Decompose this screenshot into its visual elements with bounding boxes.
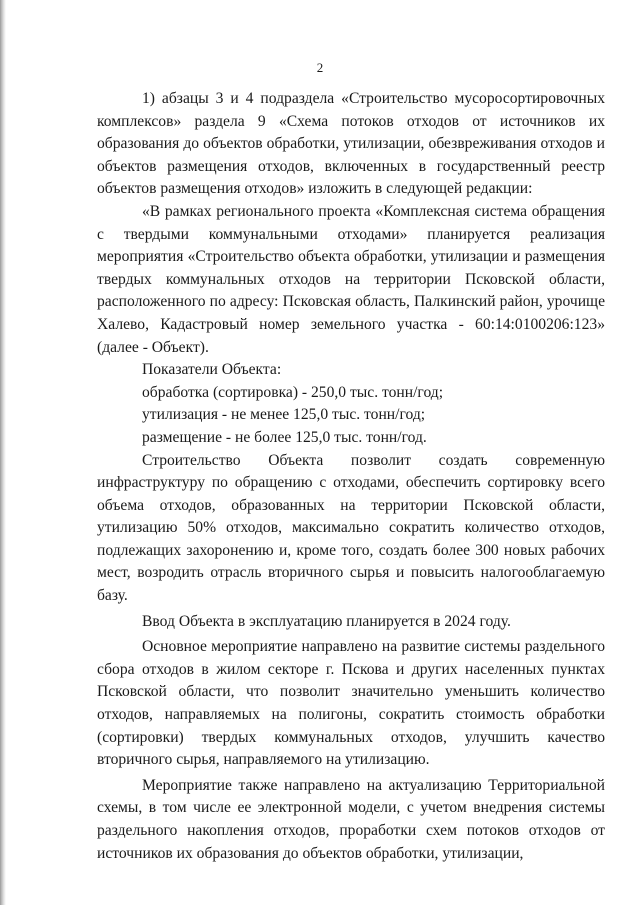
paragraph-amendment-intro: 1) абзацы 3 и 4 подраздела «Строительство мусоросортировочных комплексов» раздела 9 «Схема потоков отходов от источников их образования до объектов обработки, утилизации, обезвреживания отходов и объектов размещения отходов, включенных в государственный реестр объектов размещения отходов» изложить в следующей редакции: [97, 90, 605, 198]
scan-edge [0, 0, 6, 905]
paragraph-separate-collection: Основное мероприятие направлено на развитие системы раздельного сбора отходов в жилом секторе г. Пскова и других населенных пунктах Псковской области, что позволит значительно уменьшить количество отходов, направляемых на полигоны, сократить стоимость обработки (сортировки) твердых коммунальных отходов, улучшить качество вторичного сырья, направляемого на утилизацию. [97, 638, 605, 769]
paragraph-territorial-scheme: Мероприятие также направлено на актуализацию Территориальной схемы, в том числе ее электронной модели, с учетом внедрения системы раздельного накопления отходов, проработки схем потоков отходов от источников их образования до объектов обработки, утилизации, [97, 776, 605, 862]
paragraph-regional-project: «В рамках регионального проекта «Комплексная система обращения с твердыми коммунальными отходами» планируется реализация мероприятия «Строительство объекта обработки, утилизации и размещения твердых коммунальных отходов на территории Псковской области, расположенного по адресу: Псковская область, Палкинский район, урочище Халево, Кадастровый номер земельного участка - 60:14:0100206:123» (далее - Объект). [97, 202, 605, 356]
paragraph-construction-benefits: Строительство Объекта позволит создать современную инфраструктуру по обращению с отходами, обеспечить сортировку всего объема отходов, образованных на территории Псковской области, утилизацию 50% отходов, максимально сократить количество отходов, подлежащих захоронению и, кроме того, создать более 300 новых рабочих мест, возродить отрасль вторичного сырья и повысить налогооблагаемую базу. [97, 451, 605, 605]
page-number: 2 [316, 60, 324, 75]
indicator-placement: размещение - не более 125,0 тыс. тонн/год. [142, 428, 427, 446]
indicator-processing: обработка (сортировка) - 250,0 тыс. тонн/год; [142, 383, 444, 401]
paragraph-indicators-heading: Показатели Объекта: [142, 361, 282, 379]
document-body [97, 88, 605, 865]
paragraph-commissioning: Ввод Объекта в эксплуатацию планируется в 2024 году. [142, 612, 511, 630]
indicator-utilization: утилизация - не менее 125,0 тыс. тонн/год; [142, 406, 426, 424]
